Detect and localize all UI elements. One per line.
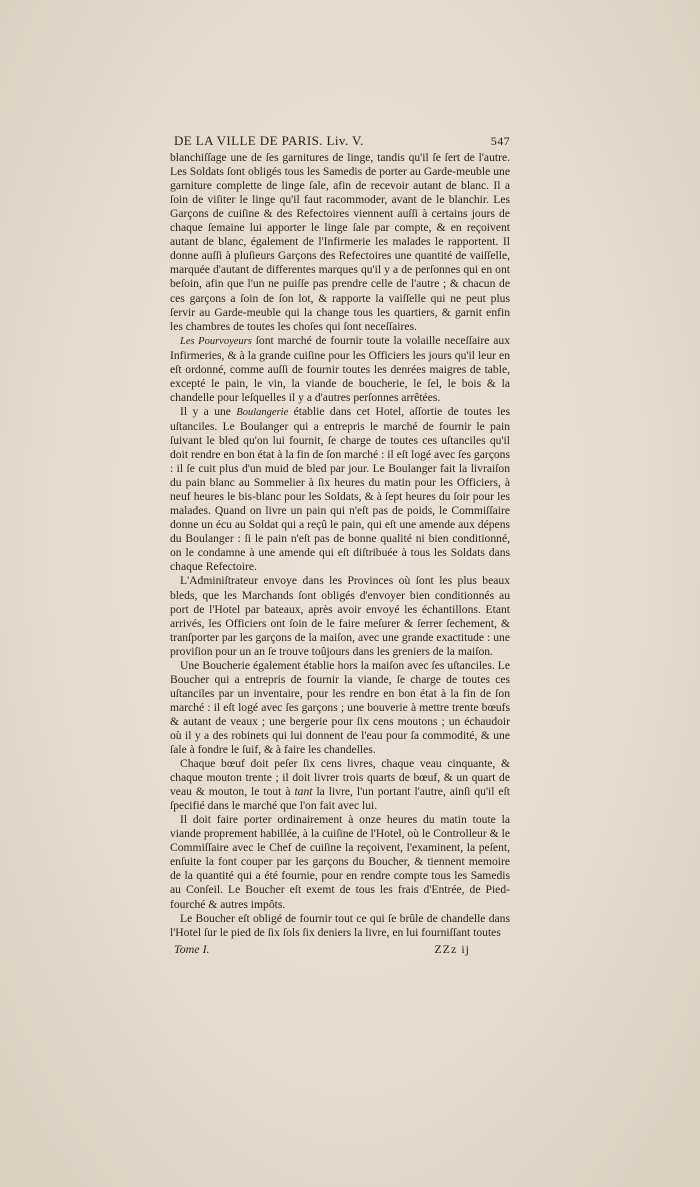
text-block [170,134,510,956]
tome-label: Tome I. [174,941,210,956]
signature-mark: ZZz ij [434,941,470,956]
paragraph-linen: blanchiſſage une de ſes garnitures de linge, tandis qu'il ſe ſert de l'autre. Les Soldats ſont obligés tous les Samedis de porter au Garde-meuble une garniture complette de linge ſale, afin de recevoir autant de blanc. Il a ſoin de viſiter le linge qu'il faut racommoder, avant de le blanchir. Les Garçons de cuiſine & des Refectoires viennent auſſi à certains jours de chaque ſemaine lui apporter le linge ſale par compte, & en reçoivent autant de blanc, également de l'Infirmerie les malades le rapportent. Il donne auſſi à pluſieurs Garçons des Refectoires une quantité de vaiſſelle, marquée d'autant de differentes marques qu'il y a de perſonnes qui en ont beſoin, afin que l'un ne puiſſe pas prendre celle de l'autre ; & chacun de ces garçons a ſoin de ſon lot, & rapporte la vaiſſelle qui ne peut plus ſervir au Garde-meuble qui la change tous les quartiers, & garnit enfin les chambres de toutes les choſes qui ſont neceſſaires. [170,151,510,333]
paragraph-pourvoyeurs: Les Pourvoyeurs ſont marché de fournir toute la volaille neceſſaire aux Infirmeries, & à la grande cuiſine pour les Officiers les jours qu'il leur en eſt ordonné, comme auſſi de fournir toutes les denrées maigres de table, excepté le pain, le vin, la viande de boucherie, le ſel, le bois & la chandelle pour leſquelles il y a d'autres perſonnes arrêtées. [170,333,511,404]
paragraph-chandelle: Le Boucher eſt obligé de fournir tout ce qui ſe brûle de chandelle dans l'Hotel ſur le pied de ſix ſols ſix deniers la livre, en lui fourniſſant toutes [170,911,510,939]
italic-term: Boulangerie [236,406,289,418]
paragraph-boulangerie: Il y a une Boulangerie établie dans cet Hotel, aſſortie de toutes les uſtanciles. Le Boulanger qui a entrepris le marché de fournir le pain ſuivant le bled qu'on lui fournit, ſe charge de toutes ces uſtanciles qu'il doit rendre en bon état à la fin de ſon marché : il eſt logé avec ſes garçons : il ſe cuit plus d'un muid de bled par jour. Le Boulanger fait la livraiſon du pain blanc au Sommelier à ſix heures du matin pour les Officiers, à neuf heures le bis-blanc pour les Soldats, & à ſept heures du ſoir pour les malades. Quand on livre un pain qui n'eſt pas de poids, le Commiſſaire donne un écu au Soldat qui a reçû le pain, qui eſt une amende aux dépens du Boulanger : ſi le pain n'eſt pas de bonne qualité ni bien conditionné, on le condamne à une amende qui eſt diſtribuée à tous les Soldats dans chaque Refectoire. [170,404,511,574]
paragraph-boucherie: Une Boucherie également établie hors la maiſon avec ſes uſtanciles. Le Boucher qui a entrepris de fournir la viande, ſe charge de toutes ces uſtanciles par un inventaire, pour les rendre en bon état à la fin de ſon marché : il eſt logé avec ſes garçons ; une bouverie à mettre trente bœufs & autant de veaux ; une bergerie pour ſix cens moutons ; un échaudoir où il y a des robinets qui lui donnent de l'eau pour ſa commodité, & une ſale à fondre le ſuif, & à faire les chandelles. [170,658,510,757]
page-footer [170,942,510,956]
italic-term: Les Pourvoyeurs [180,335,252,347]
running-head [174,134,510,148]
page-number: 547 [490,134,510,148]
paragraph-viande: Il doit faire porter ordinairement à onze heures du matin toute la viande proprement habillée, à la cuiſine de l'Hotel, où le Controlleur & le Commiſſaire avec le Chef de cuiſine la reçoivent, l'examinent, la peſent, enſuite la font couper par les garçons du Boucher, & tiennent memoire de la quantité qui a été fournie, pour en rendre compte tous les Samedis au Conſeil. Le Boucher eſt exemt de tous les frais d'Entrée, de Pied-fourché & autres impôts. [170,813,510,911]
paragraph-boeuf: Chaque bœuf doit peſer ſix cens livres, chaque veau cinquante, & chaque mouton trente ; il doit livrer trois quarts de bœuf, & un quart de veau & mouton, le tout à tant la livre, l'un portant l'autre, ainſi qu'il eſt ſpecifié dans le marché que l'on fait avec lui. [170,757,511,813]
paragraph-administrateur: L'Adminiſtrateur envoye dans les Provinces où ſont les plus beaux bleds, que les Marchands ſont obligés d'envoyer bien conditionnés au port de l'Hotel par bateaux, après avoir envoyé les échantillons. Etant arrivés, les Officiers ont ſoin de le faire meſurer & ſerrer ſechement, & tranſporter par les garçons de la maiſon, avec une grande exactitude : une proviſion pour un an ſe trouve toûjours dans les greniers de la maiſon. [170,574,510,658]
running-title: DE LA VILLE DE PARIS. Liv. V. [174,133,364,148]
italic-term: tant [294,785,313,799]
